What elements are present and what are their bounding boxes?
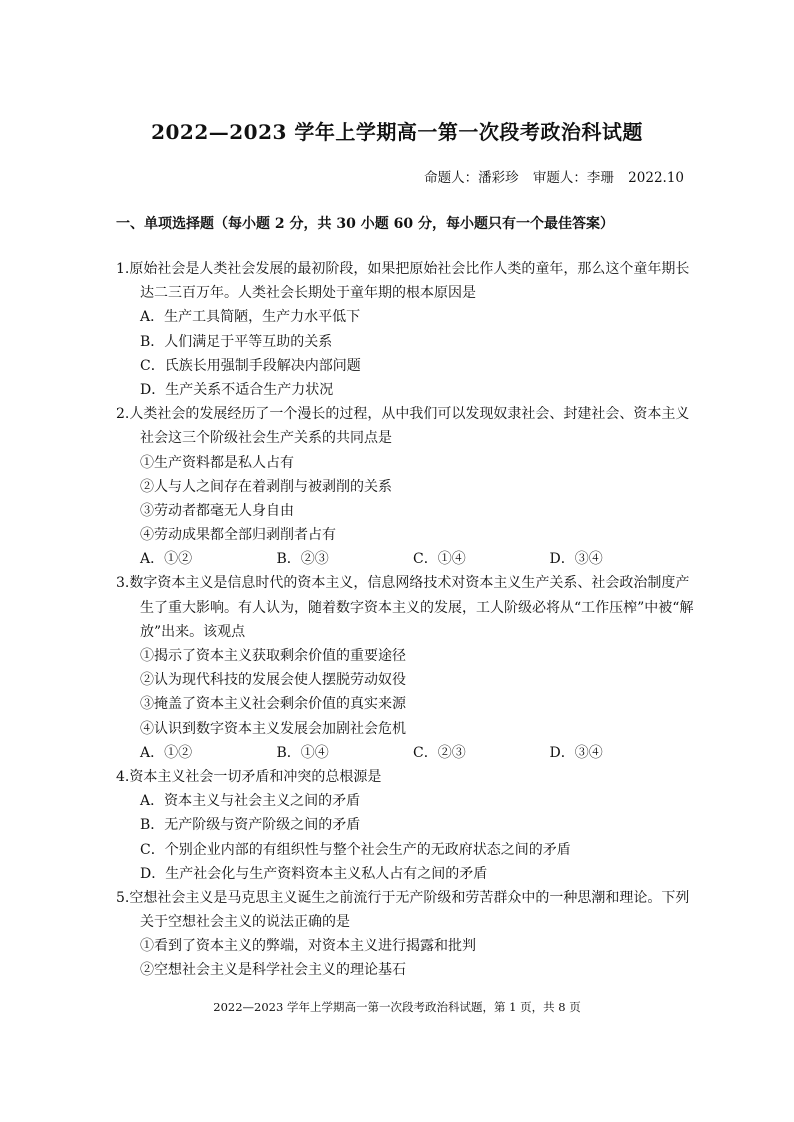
- option-a: A．生产工具简陋，生产力水平低下: [140, 309, 361, 326]
- question-stem: 关于空想社会主义的说法正确的是: [140, 914, 350, 931]
- option-d: D．③④: [549, 744, 603, 761]
- question-4: [116, 765, 686, 886]
- statement-2: ②空想社会主义是科学社会主义的理论基石: [140, 962, 406, 979]
- questions: [116, 257, 694, 983]
- question-stem: 达二三百万年。人类社会长期处于童年期的根本原因是: [140, 285, 476, 302]
- question-5: [116, 886, 690, 983]
- exam-title: 2022—2023 学年上学期高一第一次段考政治科试题: [151, 120, 643, 144]
- question-setter: 命题人：潘彩珍: [424, 170, 519, 186]
- option-c: C．氏族长用强制手段解决内部问题: [140, 357, 361, 374]
- options-row: [116, 547, 686, 571]
- question-stem: 放”出来。该观点: [140, 623, 246, 640]
- page-footer: 2022—2023 学年上学期高一第一次段考政治科试题，第 1 页，共 8 页: [213, 1000, 581, 1014]
- question-stem: 5.空想社会主义是马克思主义诞生之前流行于无产阶级和劳苦群众中的一种思潮和理论。下列: [116, 889, 690, 906]
- option-d: D．生产社会化与生产资料资本主义私人占有之间的矛盾: [140, 865, 488, 882]
- exam-date: 2022.10: [628, 170, 684, 186]
- statement-3: ③劳动者都毫无人身自由: [140, 502, 294, 519]
- option-c: C．个别企业内部的有组织性与整个社会生产的无政府状态之间的矛盾: [140, 841, 571, 858]
- option-b: B．人们满足于平等互助的关系: [140, 333, 333, 350]
- option-a: A．①②: [140, 744, 193, 761]
- option-d: D．③④: [549, 551, 603, 568]
- statement-2: ②人与人之间存在着剥削与被剥削的关系: [140, 478, 392, 495]
- statement-4: ④认识到数字资本主义发展会加剧社会危机: [140, 720, 406, 737]
- options-row: [116, 741, 686, 765]
- question-stem: 3.数字资本主义是信息时代的资本主义，信息网络技术对资本主义生产关系、社会政治制度产: [116, 575, 690, 592]
- section-heading: 一、单项选择题（每小题 2 分，共 30 小题 60 分，每小题只有一个最佳答案）: [116, 216, 614, 232]
- question-stem: 生了重大影响。有人认为，随着数字资本主义的发展，工人阶级必将从“工作压榨”中被“解: [140, 599, 694, 616]
- author-line: [414, 166, 684, 186]
- question-3: [116, 571, 694, 765]
- question-stem: 4.资本主义社会一切矛盾和冲突的总根源是: [116, 768, 382, 785]
- question-stem: 1.原始社会是人类社会发展的最初阶段，如果把原始社会比作人类的童年，那么这个童年期长: [116, 261, 690, 277]
- option-b: B．无产阶级与资产阶级之间的矛盾: [140, 817, 361, 834]
- option-c: C．①④: [413, 551, 466, 568]
- statement-1: ①看到了资本主义的弊端，对资本主义进行揭露和批判: [140, 938, 476, 955]
- reviewer: 审题人：李珊: [532, 170, 614, 186]
- question-1: [116, 257, 690, 402]
- question-2: [116, 402, 690, 571]
- statement-1: ①生产资料都是私人占有: [140, 454, 294, 471]
- statement-1: ①揭示了资本主义获取剩余价值的重要途径: [140, 648, 406, 664]
- option-b: B．①④: [276, 744, 329, 761]
- option-c: C．②③: [413, 744, 466, 761]
- option-b: B．②③: [276, 551, 329, 568]
- option-a: A．①②: [140, 551, 193, 568]
- option-a: A．资本主义与社会主义之间的矛盾: [140, 793, 361, 810]
- statement-3: ③掩盖了资本主义社会剩余价值的真实来源: [140, 696, 406, 713]
- statement-4: ④劳动成果都全部归剥削者占有: [140, 527, 336, 544]
- question-stem: 2.人类社会的发展经历了一个漫长的过程，从中我们可以发现奴隶社会、封建社会、资本主义: [116, 406, 690, 423]
- statement-2: ②认为现代科技的发展会使人摆脱劳动奴役: [140, 672, 406, 689]
- option-d: D．生产关系不适合生产力状况: [140, 381, 334, 398]
- question-stem: 社会这三个阶级社会生产关系的共同点是: [140, 430, 392, 447]
